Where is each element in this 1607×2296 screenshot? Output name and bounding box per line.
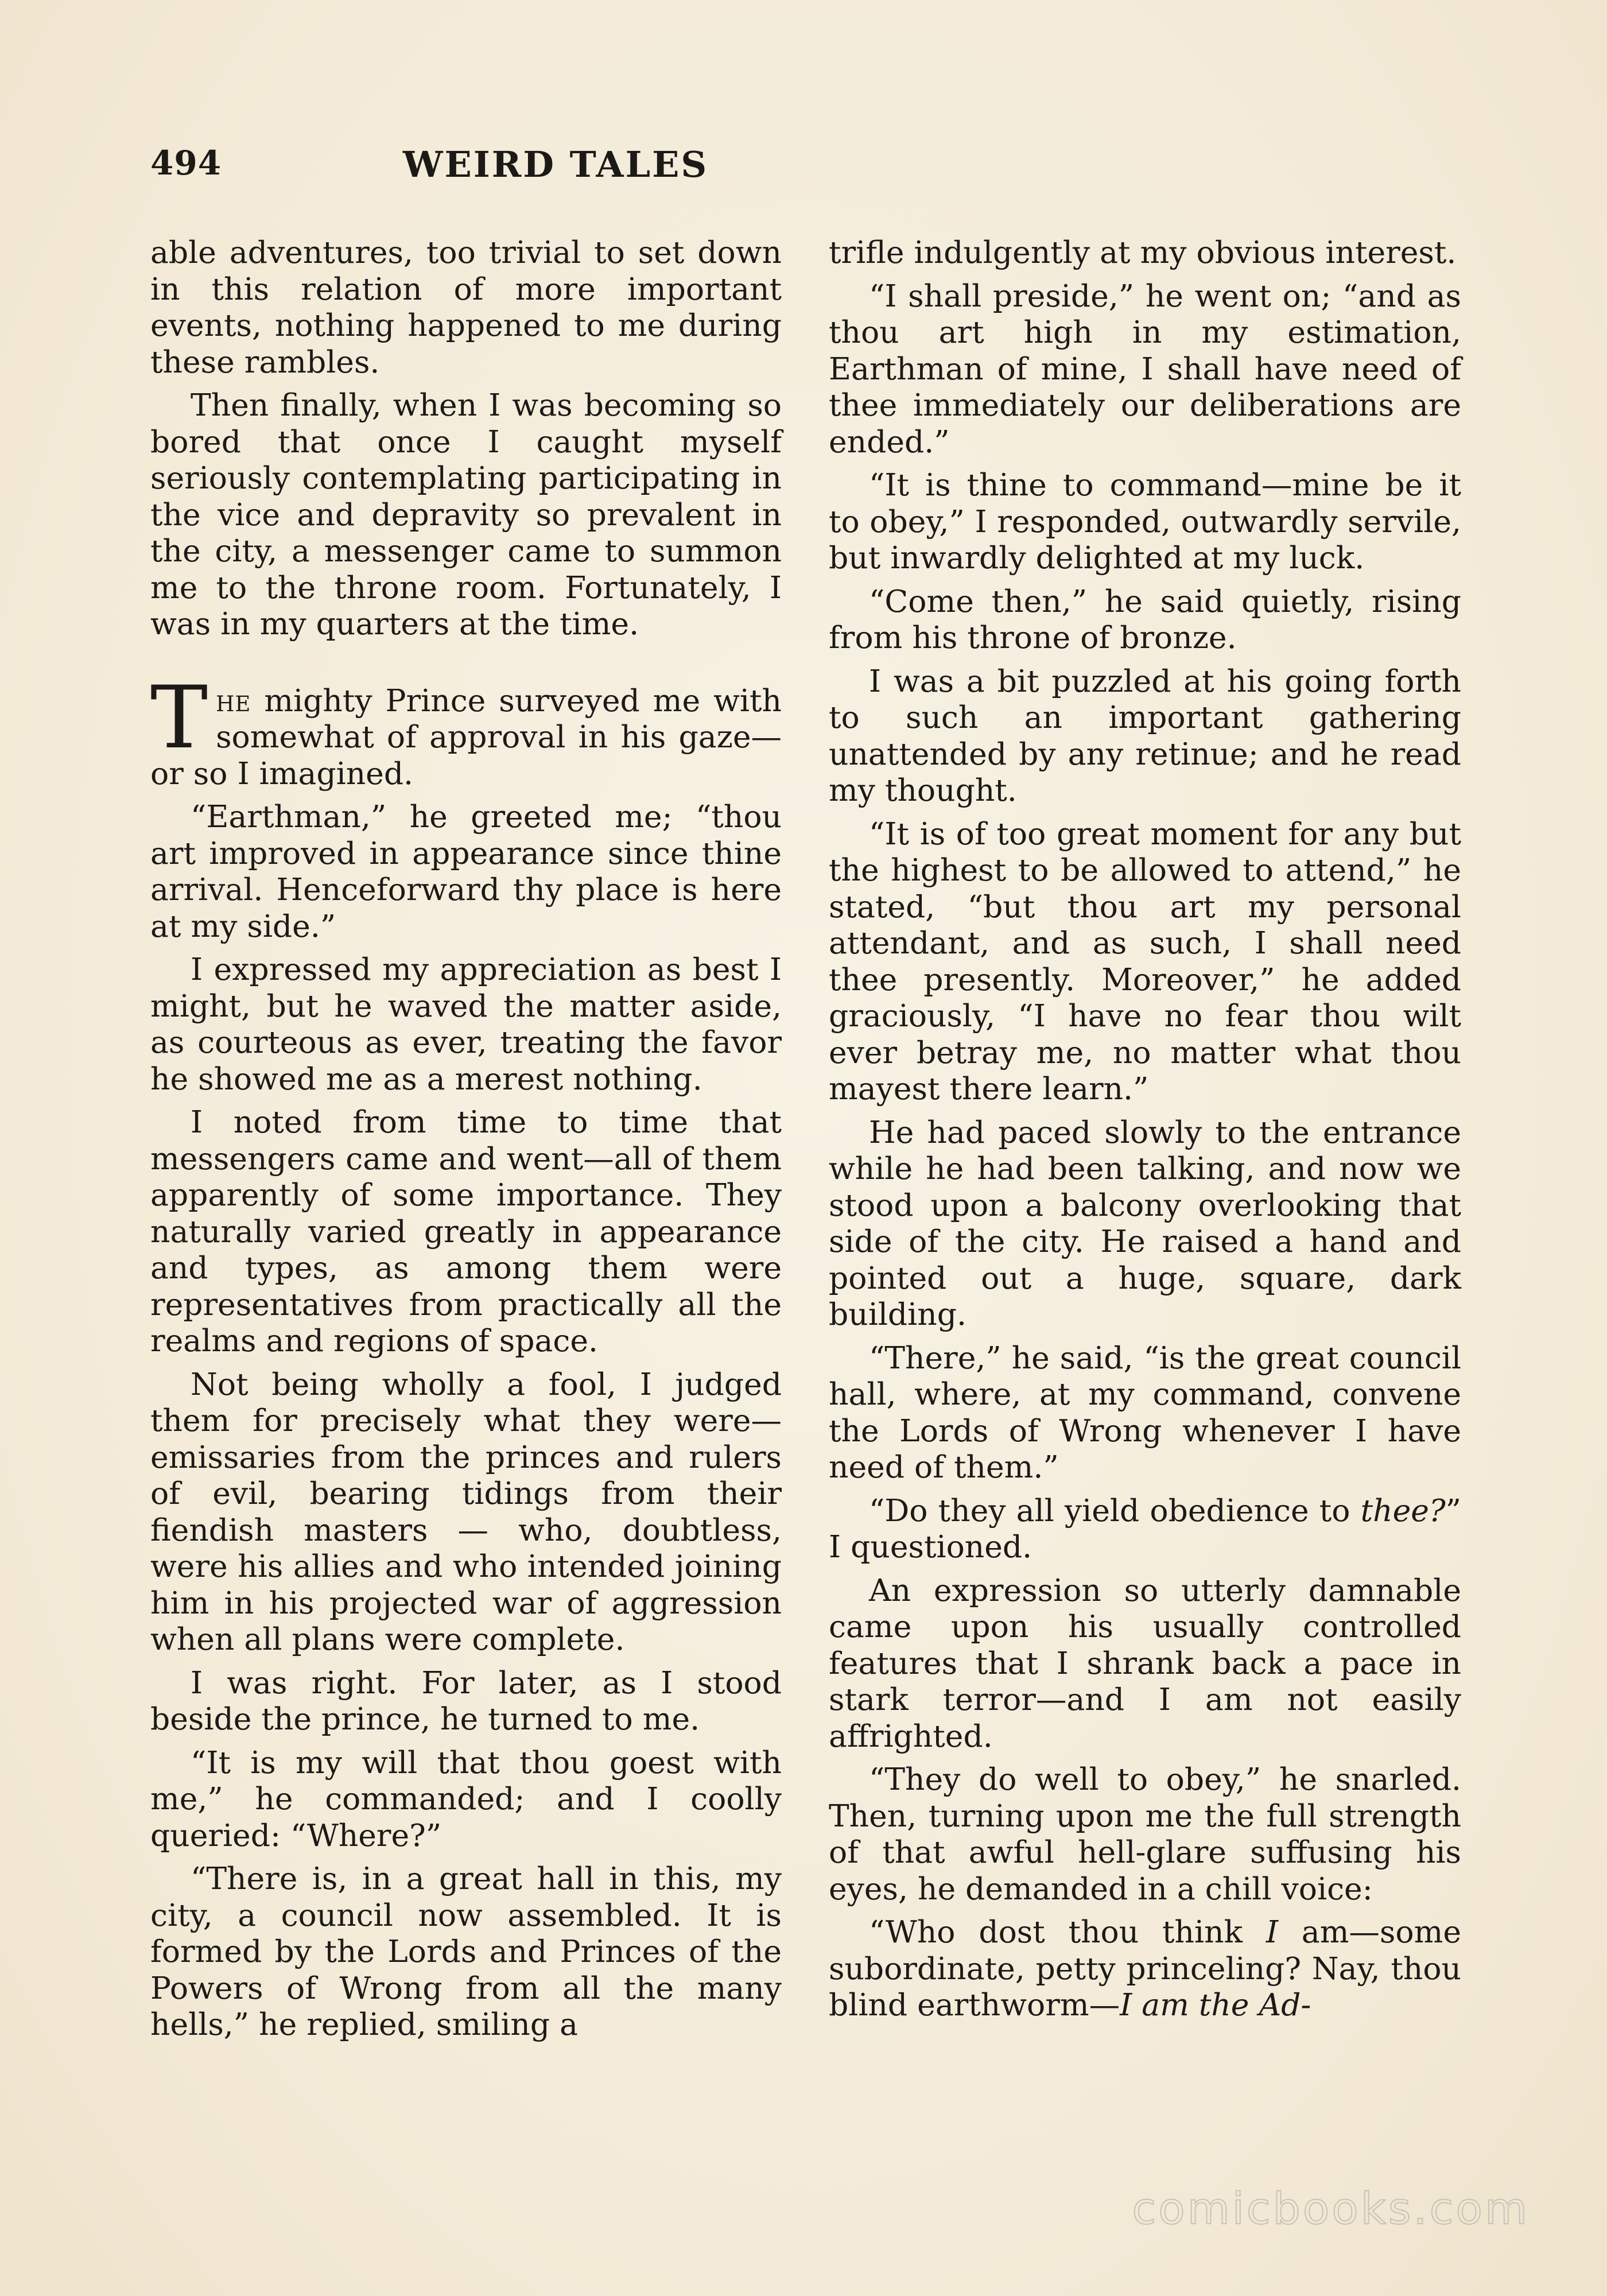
paragraph: “Come then,” he said quietly, rising from his throne of bronze. (829, 583, 1461, 656)
drop-cap: T (150, 668, 208, 768)
watermark: comicbooks.com (1132, 2183, 1530, 2234)
right-column (829, 234, 1461, 2146)
paragraph: An expression so utterly damnable came upon his usually controlled features that I shrank back a pace in stark terror—and I am not easily affrighted. (829, 1572, 1461, 1754)
section-start-paragraph (150, 668, 782, 792)
page-header (150, 144, 961, 189)
paragraph: “It is thine to command—mine be it to obey,” I responded, outwardly servile, but inwardly delighted at my luck. (829, 467, 1461, 576)
left-column (150, 234, 782, 2146)
emphasis: I am the Ad- (1120, 1987, 1311, 2023)
paragraph: “There is, in a great hall in this, my city, a council now assembled. It is formed by the Lords and Princes of the Powers of Wrong from all the many hells,” he replied, smiling a (150, 1860, 782, 2042)
running-head: WEIRD TALES (402, 144, 709, 185)
paragraph: “It is my will that thou goest with me,” he commanded; and I coolly queried: “Where?” (150, 1744, 782, 1853)
paragraph-text: ” I questioned. (829, 1492, 1461, 1565)
small-caps-lead: he (216, 682, 251, 719)
paragraph-text: “Who dost thou think (869, 1914, 1266, 1950)
paragraph: “They do well to obey,” he snarled. Then, turning upon me the full strength of that awful hell-glare suffusing his eyes, he demanded in a chill voice: (829, 1761, 1461, 1907)
paragraph: I was right. For later, as I stood beside the prince, he turned to me. (150, 1664, 782, 1737)
paragraph: He had paced slowly to the entrance while he had been talking, and now we stood upon a balcony overlooking that side of the city. He raised a hand and pointed out a huge, square, dark building. (829, 1114, 1461, 1332)
paragraph: trifle indulgently at my obvious interest. (829, 234, 1457, 270)
paragraph-text: am—some subordinate, petty princeling? Nay, thou blind earthworm— (829, 1914, 1461, 2023)
paragraph: I was a bit puzzled at his going forth to such an important gathering unattended by any retinue; and he read my thought. (829, 662, 1461, 808)
paragraph: I expressed my appreciation as best I might, but he waved the matter aside, as courteous as ever, treating the favor he showed me as a merest nothing. (150, 951, 782, 1097)
paragraph: “There,” he said, “is the great council hall, where, at my command, convene the Lords of Wrong whenever I have need of them.” (829, 1339, 1461, 1485)
paragraph: Not being wholly a fool, I judged them for precisely what they were—emissaries from the princes and rulers of evil, bearing tidings from their fiendish masters — who, doubtless, were his allies and who intended joining him in his projected war of aggression when all plans were complete. (150, 1366, 782, 1657)
paragraph: I noted from time to time that messengers came and went—all of them apparently of some importance. They naturally varied greatly in appearance and types, as among them were representatives from practically all the realms and regions of space. (150, 1104, 782, 1359)
paragraph: “It is of too great moment for any but the highest to be allowed to attend,” he stated, “but thou art my personal attendant, and as such, I shall need thee presently. Moreover,” he added graciously, “I have no fear thou wilt ever betray me, no matter what thou mayest there learn.” (829, 815, 1461, 1107)
page-number: 494 (150, 144, 222, 183)
paragraph: “Earthman,” he greeted me; “thou art improved in appearance since thine arrival. Henceforward thy place is here at my side.” (150, 798, 782, 944)
emphasis: thee? (1360, 1492, 1446, 1529)
paragraph (829, 1914, 1461, 2023)
emphasis: I (1266, 1914, 1278, 1950)
paragraph-text: mighty Prince surveyed me with somewhat of approval in his gaze—or so I imagined. (150, 682, 782, 792)
paragraph: Then finally, when I was becoming so bored that once I caught myself seriously contemplating participating in the vice and depravity so prevalent in the city, a messenger came to summon me to the throne room. Fortunately, I was in my quarters at the time. (150, 387, 782, 642)
paragraph: “I shall preside,” he went on; “and as thou art high in my estimation, Earthman of mine, I shall have need of thee immediately our deliberations are ended.” (829, 277, 1461, 460)
paragraph: able adventures, too trivial to set down in this relation of more important events, nothing happened to me during these rambles. (150, 234, 782, 380)
paragraph-text: “Do they all yield obedience to (869, 1492, 1361, 1529)
paragraph (829, 1492, 1461, 1565)
